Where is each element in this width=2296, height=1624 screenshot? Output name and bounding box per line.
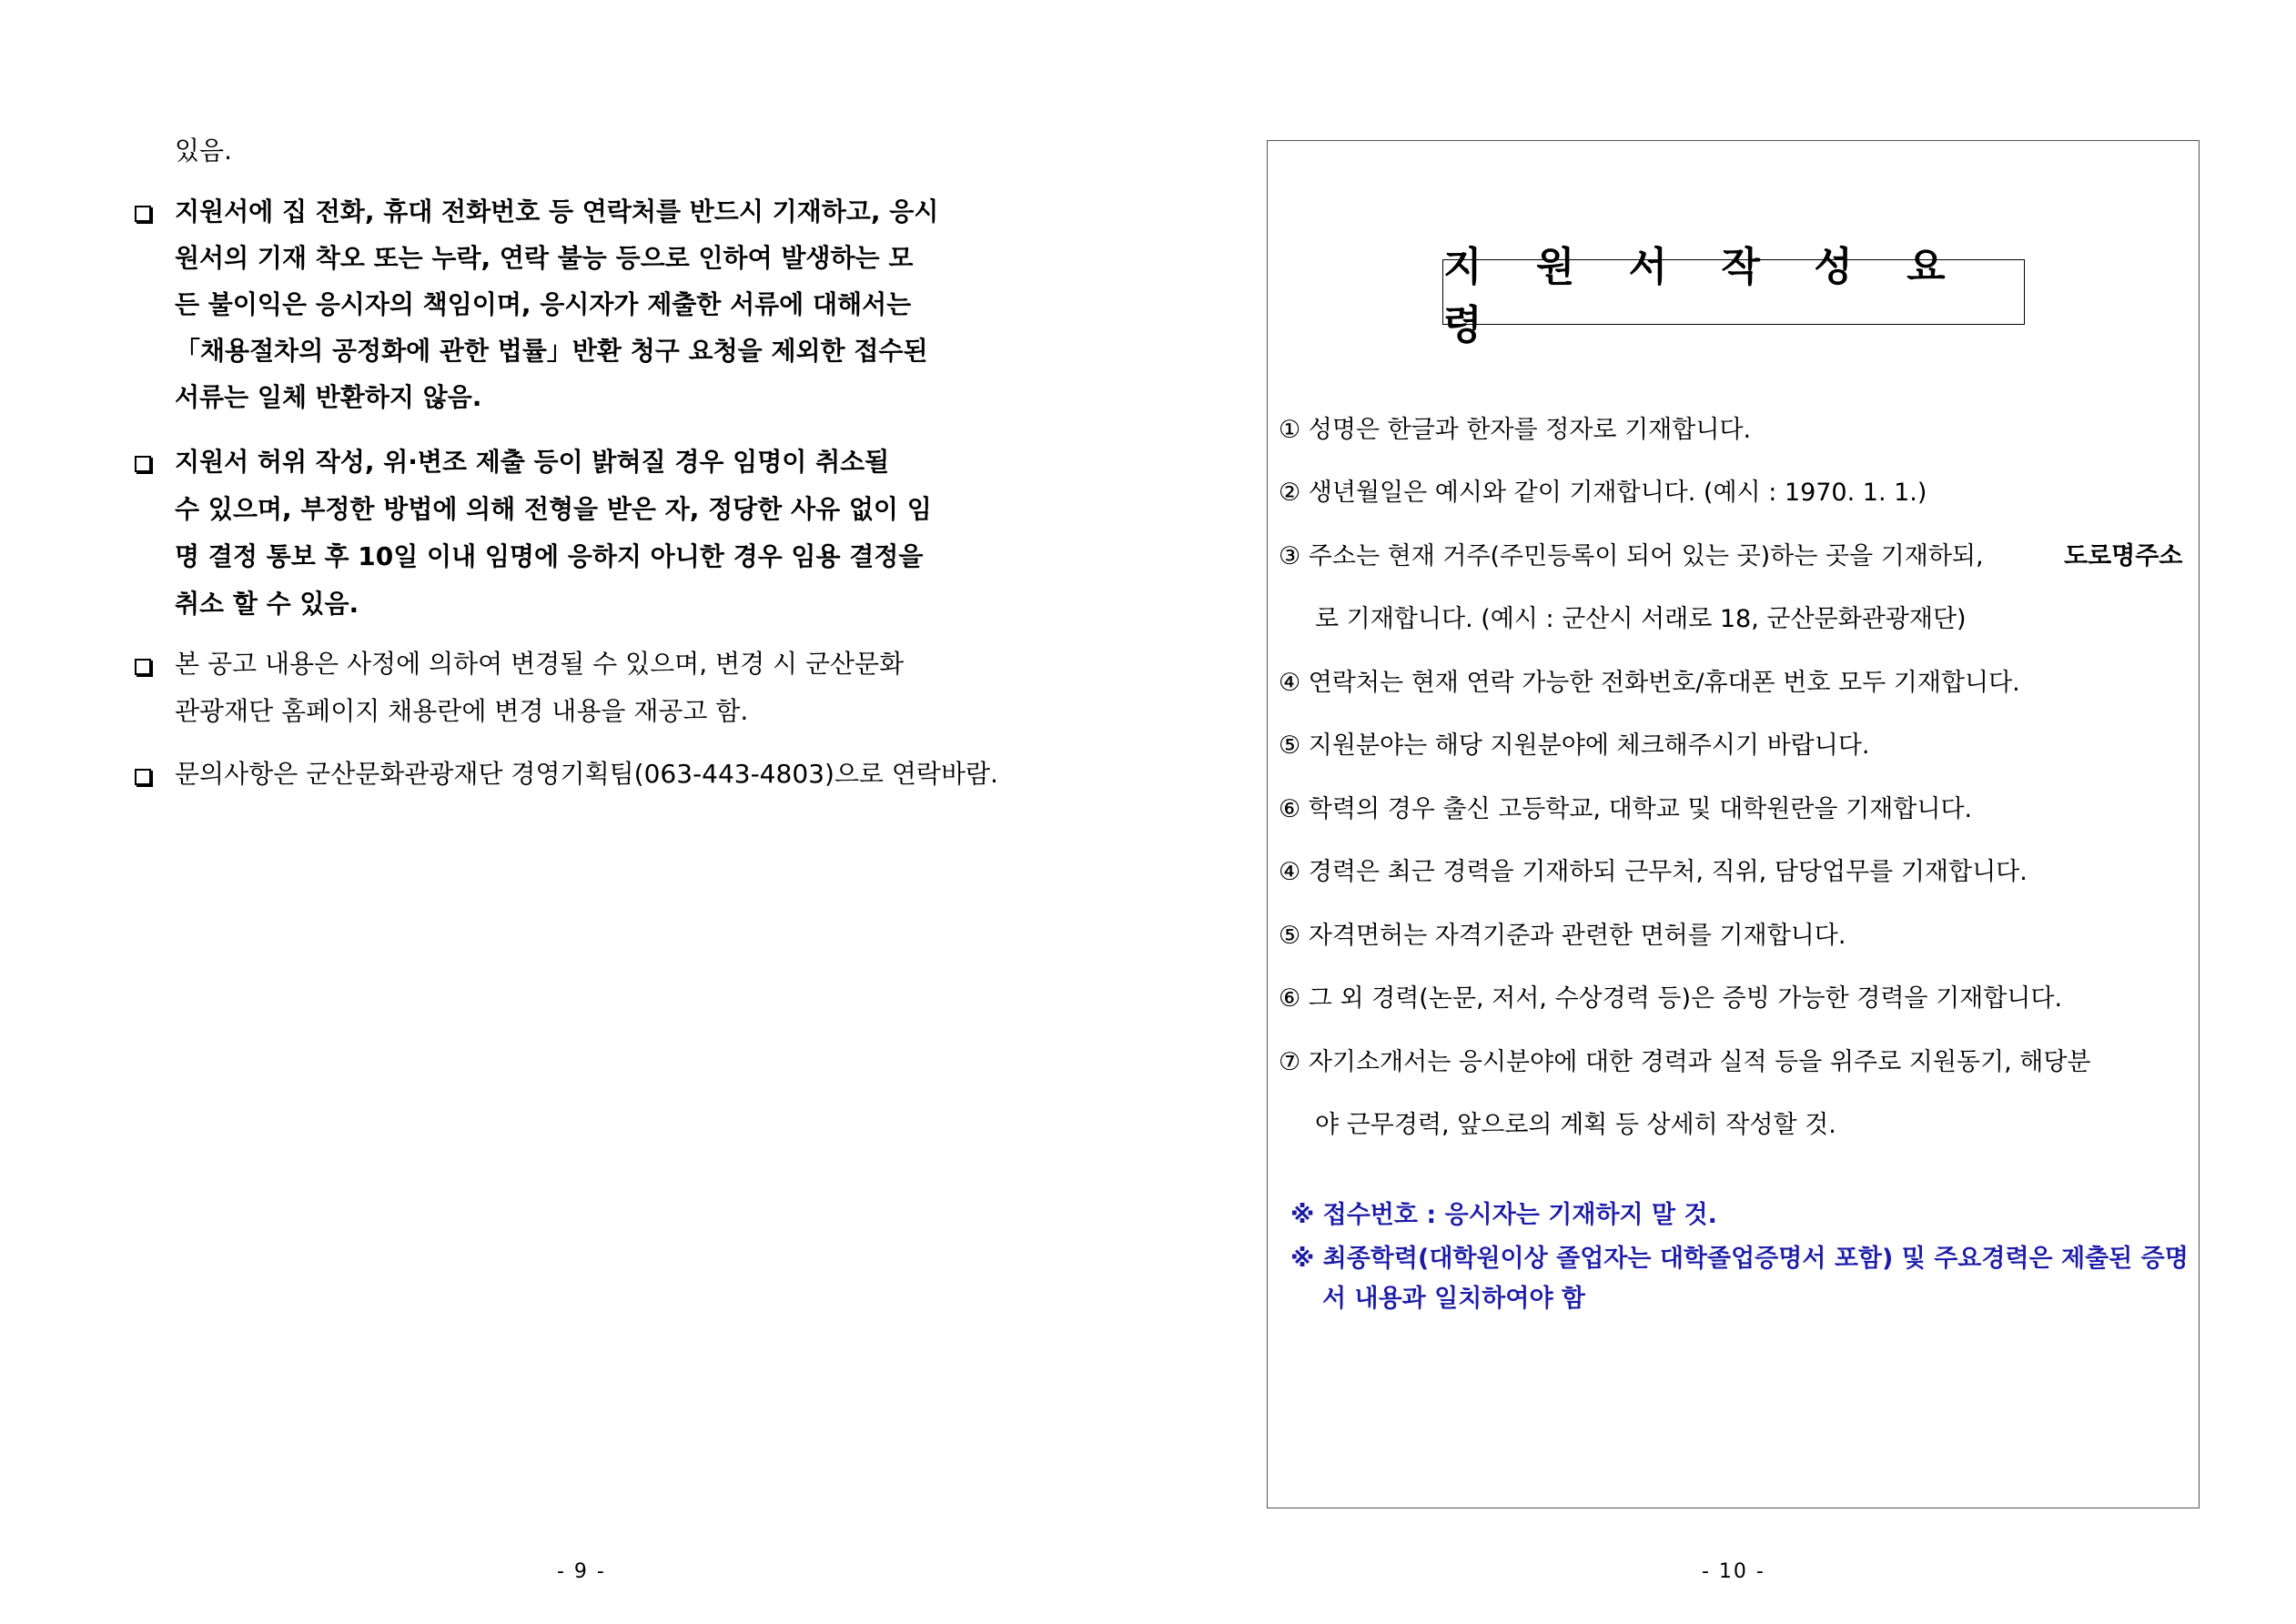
guide-item: ② 생년월일은 예시와 같이 기재합니다. (예시 : 1970. 1. 1.) xyxy=(1279,479,1927,507)
notice-line: 문의사항은 군산문화관광재단 경영기획팀(063-443-4803)으로 연락바람. xyxy=(175,759,998,789)
guide-item: ⑦ 자기소개서는 응시분야에 대한 경력과 실적 등을 위주로 지원동기, 해당분 xyxy=(1279,1048,2091,1076)
notice-line: 서류는 일체 반환하지 않음. xyxy=(175,382,482,412)
title-box xyxy=(1442,244,2025,348)
checkbox-bullet-icon xyxy=(135,456,151,472)
note-line: ※ 최종학력(대학원이상 졸업자는 대학졸업증명서 포함) 및 주요경력은 제출된 증명 xyxy=(1290,1245,2189,1273)
page-number: - 9 - xyxy=(557,1560,606,1583)
checkbox-bullet-icon xyxy=(135,659,151,675)
guide-item: ⑤ 자격면허는 자격기준과 관련한 면허를 기재합니다. xyxy=(1279,922,1846,950)
notice-line: 수 있으며, 부정한 방법에 의해 전형을 받은 자, 정당한 사유 없이 임 xyxy=(175,494,932,524)
notice-line: 든 불이익은 응시자의 책임이며, 응시자가 제출한 서류에 대해서는 xyxy=(175,289,912,319)
guide-item: ④ 연락처는 현재 연락 가능한 전화번호/휴대폰 번호 모두 기재합니다. xyxy=(1279,669,2020,697)
notice-line: 지원서에 집 전화, 휴대 전화번호 등 연락처를 반드시 기재하고, 응시 xyxy=(175,197,939,227)
continuation-text: 있음. xyxy=(175,136,232,166)
notice-line: 「채용절차의 공정화에 관한 법률」반환 청구 요청을 제외한 접수된 xyxy=(175,336,928,366)
checkbox-bullet-icon xyxy=(135,769,151,785)
note-line: ※ 접수번호 : 응시자는 기재하지 말 것. xyxy=(1290,1201,1717,1229)
checkbox-bullet-icon xyxy=(135,206,151,222)
guide-item-emphasis: 도로명주소 xyxy=(2064,542,2183,570)
notice-line: 관광재단 홈페이지 채용란에 변경 내용을 재공고 함. xyxy=(175,696,749,726)
guide-item: ① 성명은 한글과 한자를 정자로 기재합니다. xyxy=(1279,416,1752,444)
guide-item: ③ 주소는 현재 거주(주민등록이 되어 있는 곳)하는 곳을 기재하되, xyxy=(1279,542,1984,570)
guide-item: ⑤ 지원분야는 해당 지원분야에 체크해주시기 바랍니다. xyxy=(1279,731,1870,760)
guide-item-continued: 야 근무경력, 앞으로의 계획 등 상세히 작성할 것. xyxy=(1315,1111,1836,1139)
page-title: 지 원 서 작 성 요 령 xyxy=(1443,244,1966,348)
notice-line: 본 공고 내용은 사정에 의하여 변경될 수 있으며, 변경 시 군산문화 xyxy=(175,649,905,679)
guide-item: ⑥ 그 외 경력(논문, 저서, 수상경력 등)은 증빙 가능한 경력을 기재합니다. xyxy=(1279,984,2063,1013)
guide-item: ④ 경력은 최근 경력을 기재하되 근무처, 직위, 담당업무를 기재합니다. xyxy=(1279,858,2028,886)
notice-line: 지원서 허위 작성, 위·변조 제출 등이 밝혀질 경우 임명이 취소될 xyxy=(175,447,890,477)
notice-line: 취소 할 수 있음. xyxy=(175,589,359,619)
page-number: - 10 - xyxy=(1702,1560,1765,1583)
guide-item: ⑥ 학력의 경우 출신 고등학교, 대학교 및 대학원란을 기재합니다. xyxy=(1279,795,1973,823)
guide-item-continued: 로 기재합니다. (예시 : 군산시 서래로 18, 군산문화관광재단) xyxy=(1315,605,1967,633)
notice-line: 명 결정 통보 후 10일 이내 임명에 응하지 아니한 경우 임용 결정을 xyxy=(175,541,924,571)
notice-line: 원서의 기재 착오 또는 누락, 연락 불능 등으로 인하여 발생하는 모 xyxy=(175,243,914,273)
note-line-continued: 서 내용과 일치하여야 함 xyxy=(1322,1285,1586,1313)
